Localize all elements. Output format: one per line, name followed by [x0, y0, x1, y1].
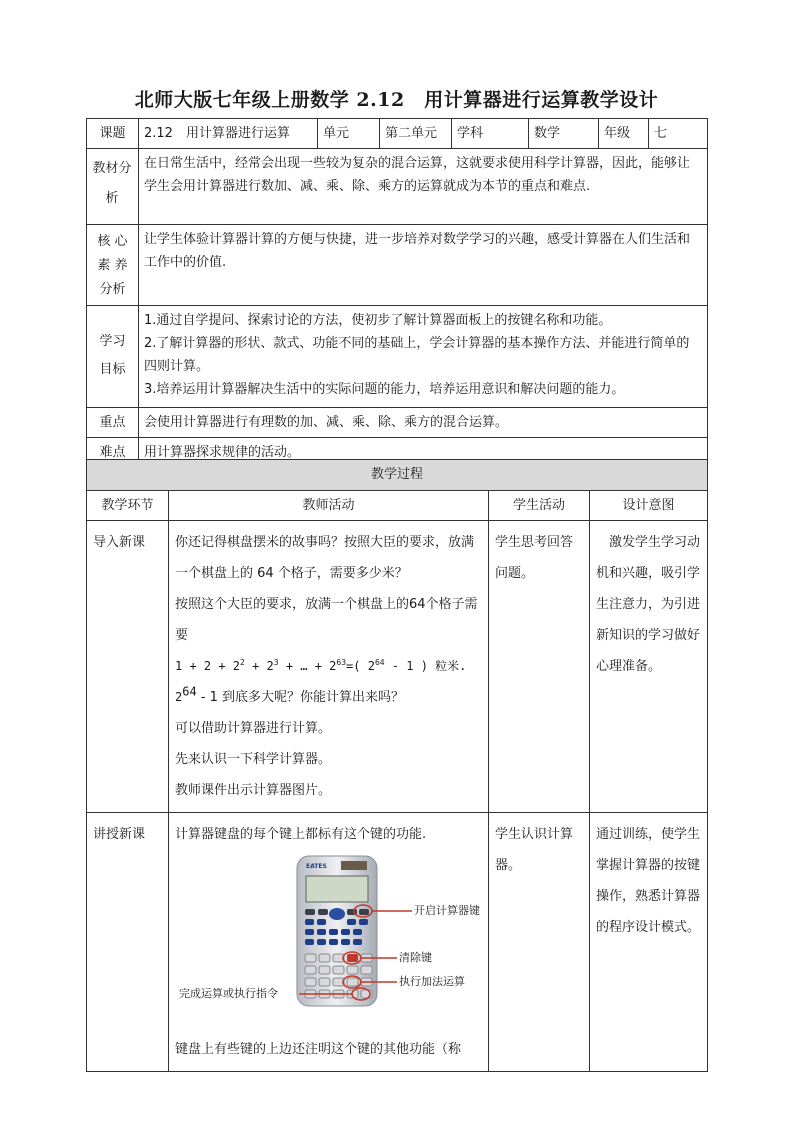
question-text: - 1 到底多大呢？你能计算出来吗？ — [196, 690, 405, 705]
formula-part: + 2 — [244, 659, 274, 673]
intro-teacher — [169, 521, 489, 813]
analysis-label — [87, 149, 139, 225]
goals-row — [87, 306, 708, 408]
formula-exponent: 64 — [374, 658, 385, 667]
calculator-image — [175, 854, 485, 1034]
new-teacher-line: 计算器键盘的每个键上都标有这个键的功能. — [175, 827, 427, 842]
goal-item: 2.了解计算器的形状、款式、功能不同的基础上，学会计算器的基本操作方法、并能进行简单的四则计算。 — [144, 336, 690, 374]
annotation-exec-key: 完成运算或执行指令 — [179, 987, 278, 1000]
calculator-display — [306, 876, 368, 902]
column-header-row — [87, 491, 708, 521]
col-header-teacher: 教师活动 — [169, 491, 489, 521]
course-value: 2.12 用计算器进行运算 — [139, 119, 318, 149]
intro-teacher-line: 可以借助计算器进行计算。 — [175, 721, 332, 736]
unit-value: 第二单元 — [380, 119, 452, 149]
formula-exponent: 63 — [336, 658, 347, 667]
analysis-text: 在日常生活中，经常会出现一些较为复杂的混合运算，这就要求使用科学计算器，因此，能够让学生会用计算器进行数加、减、乘、除、乘方的运算就成为本节的重点和难点. — [139, 149, 708, 225]
document-title: 北师大版七年级上册数学 2.12 用计算器进行运算教学设计 — [134, 89, 659, 111]
new-teacher — [169, 813, 489, 1072]
core-label — [87, 225, 139, 306]
info-table — [86, 118, 708, 468]
intro-stage: 导入新课 — [87, 521, 169, 813]
formula-part: 2 — [175, 690, 183, 704]
intro-teacher-line: 你还记得棋盘摆米的故事吗？按照大臣的要求，放满一个棋盘上的 64 个格子，需要多少米？ — [175, 535, 475, 581]
annotation-on-key: 开启计算器键 — [414, 904, 480, 917]
subject-label: 学科 — [452, 119, 529, 149]
formula-part: 1 + 2 + 2 — [175, 659, 241, 673]
power-question — [175, 682, 482, 713]
intro-teacher-line: 按照这个大臣的要求，放满一个棋盘上的64个格子需要 — [175, 597, 478, 643]
intro-teacher-line: 先来认识一下科学计算器。 — [175, 752, 332, 767]
analysis-row — [87, 149, 708, 225]
core-text: 让学生体验计算器计算的方便与快捷，进一步培养对数学学习的兴趣，感受计算器在人们生活和工作中的价值. — [139, 225, 708, 306]
formula-exponent: 64 — [182, 684, 197, 699]
intro-student: 学生思考回答问题。 — [489, 521, 590, 813]
calculator-brand: EATES — [306, 863, 327, 870]
core-label-line2: 素 养 — [97, 258, 128, 273]
intro-intent: 激发学生学习动机和兴趣，吸引学生注意力，为引进新知识的学习做好心理准备。 — [590, 521, 708, 813]
difficulty-label: 难点 — [87, 438, 139, 468]
process-header: 教学过程 — [87, 460, 708, 491]
key-text: 会使用计算器进行有理数的加、减、乘、除、乘方的混合运算。 — [139, 408, 708, 438]
annotation-clear-key: 清除键 — [399, 951, 432, 964]
difficulty-text: 用计算器探求规律的活动。 — [139, 438, 708, 468]
new-student: 学生认识计算器。 — [489, 813, 590, 1072]
core-label-line1: 核 心 — [97, 234, 128, 249]
process-header-row — [87, 460, 708, 491]
rice-formula — [175, 651, 482, 682]
goals-label — [87, 306, 139, 408]
subject-value: 数学 — [529, 119, 599, 149]
new-stage: 讲授新课 — [87, 813, 169, 1072]
formula-part: + … + 2 — [278, 659, 337, 673]
goals-label-line1: 学习 — [99, 334, 126, 349]
formula-part: - 1 ) 粒米. — [384, 659, 467, 673]
new-lesson-row — [87, 813, 708, 1072]
col-header-student: 学生活动 — [489, 491, 590, 521]
annotation-add-key: 执行加法运算 — [399, 975, 465, 988]
col-header-intent: 设计意图 — [590, 491, 708, 521]
intro-row — [87, 521, 708, 813]
formula-exponent: 2 — [240, 658, 245, 667]
course-row — [87, 119, 708, 149]
key-row — [87, 408, 708, 438]
key-label: 重点 — [87, 408, 139, 438]
grade-value: 七 — [649, 119, 708, 149]
new-intent: 通过训练，使学生掌握计算器的按键操作，熟悉计算器的程序设计模式。 — [590, 813, 708, 1072]
goals-list — [139, 306, 708, 408]
goal-item: 1.通过自学提问、探索讨论的方法，使初步了解计算器面板上的按键名称和功能。 — [144, 313, 612, 328]
goals-label-line2: 目标 — [99, 362, 126, 377]
grade-label: 年级 — [599, 119, 649, 149]
unit-label: 单元 — [318, 119, 380, 149]
core-label-line3: 分析 — [99, 282, 126, 297]
process-table — [86, 459, 708, 1072]
new-teacher-line: 键盘上有些键的上边还注明这个键的其他功能（称 — [175, 1042, 462, 1057]
formula-exponent: 3 — [273, 658, 279, 667]
solar-panel — [341, 861, 367, 870]
analysis-label-text: 教材分析 — [92, 161, 132, 206]
core-row — [87, 225, 708, 306]
goal-item: 3.培养运用计算器解决生活中的实际问题的能力，培养运用意识和解决问题的能力。 — [144, 382, 625, 397]
col-header-stage: 教学环节 — [87, 491, 169, 521]
intro-teacher-line: 教师课件出示计算器图片。 — [175, 783, 332, 798]
course-label: 课题 — [87, 119, 139, 149]
calculator-figure — [175, 854, 485, 1034]
formula-part: =( 2 — [346, 659, 375, 673]
